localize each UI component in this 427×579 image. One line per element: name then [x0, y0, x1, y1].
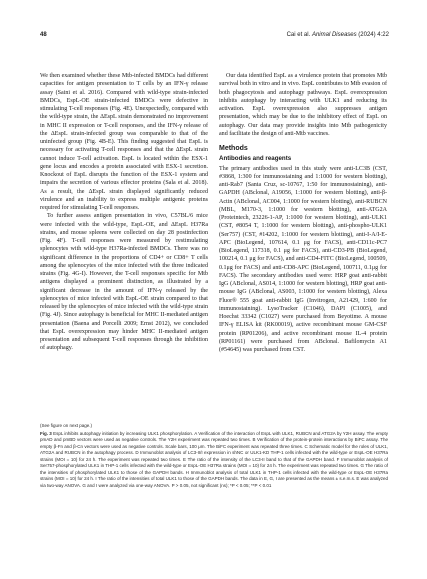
subsection-title: Antibodies and reagents: [219, 155, 292, 163]
journal-name: Animal Diseases: [311, 32, 357, 38]
paragraph: The primary antibodies used in this study were anti-LC3B (CST, #3868, 1:300 for immunostaining and 1:1000 for western blotting), anti-Rab7 (Santa Cruz, sc-10767, 1:50 for immunostaining), anti-GAPDH (ABclonal, A19056, 1:1000 for western blotting), anti-β-Actin (ABclonal, AC004, 1:1000 for western blotting), anti-RUBCN (MBL, M170-3, 1:1000 for western blotting), anti-ATG2A (Proteintech, 23226-1-AP, 1:1000 for western blotting), anti-ULK1 (CST, #8054 T, 1:1000 for western blotting), anti-phospho-ULK1 (Ser757) (CST, #14202, 1:1000 for western blotting), anti-I-A/I-E-APC (BioLegend, 107614, 0.1 μg for FACS), anti-CD11c-PC7 (BioLegend, 117318, 0.1 μg for FACS), anti-CD3-PB (BioLegend, 100214, 0.1 μg for FACS), and anti-CD4-FITC (BioLegend, 100509, 0.1μg for FACS) and anti-CD8-APC (BioLegend, 100711, 0.1μg for FACS). The secondary antibodies used were: HRP goat anti-rabbit IgG (ABclonal, AS014, 1:1000 for western blotting), HRP goat anti-mouse IgG (ABclonal, AS003, 1:1000 for western blotting), Alexa Fluor® 555 goat anti-rabbit IgG (Invitrogen, A21429, 1:600 for immunostaining). LysoTracker (C1046), DAPI (C1005), and Hoechst 33342 (C1027) were purchased from Beyotime. A mouse IFN-γ ELISA kit (RK00019), active recombinant mouse GM-CSF protein (RP01206), and active recombinant mouse IL-4 protein (RP01161) were purchased from ABclonal. Bafilomycin A1 (#54645) was purchased from CST.: [219, 165, 387, 353]
page-header: [40, 32, 389, 42]
figure-caption: [40, 423, 388, 489]
figure-label: Fig. 3: [40, 430, 52, 436]
journal-year-volume: (2024) 4:22: [358, 32, 389, 38]
section-title: Methods: [219, 145, 248, 152]
left-column: [40, 72, 208, 353]
journal-authors: Cai et al.: [286, 32, 311, 38]
caption-text: EspL inhibits autophagy initiation by increasing ULK1 phosphorylation. A Verification of the interaction of EspL with ULK1, RUBCN and ATG2A by Y2H assay. The empty pmAD and pmBD vectors were used as negative controls. The Y2H experiment was repeated two times. B Verification of the protein-protein interactions by BiFC assay. The empty β-Fn and β-Cn vectors were used as negative controls. Scale bars, 100 μm. The BiFC experiment was repeated three times. C Schematic model for the roles of ULK1, ATG2A and RUBCN in the autophagy process. D Immunoblot analysis of LC3-II/I expression in shNC or ULK1-KD THP-1 cells infected with the wild-type or EspL-OE H37Ra strains (MOI = 10) for 24 h. The experiment was repeated two times. E The ratio of the intensity of the LC3-II band to that of the GAPDH band. F Immunoblot analysis of Ser757-phosphorylated ULK1 in THP-1 cells infected with the wild-type or EspL-OE H37Ra strains (MOI = 10) for 24 h. The experiment was repeated two times. G The ratio of the intensities of phosphorylated ULK1 to those of the GAPDH bands. H Immunoblot analysis of total ULK1 in THP-1 cells infected with the wild-type or EspL-OE H37Ra strains (MOI = 10) for 24 h. I The ratio of the intensities of total ULK1 to those of the GAPDH bands. The data in E, G, I are presented as the means ± s.e.m.s. E was analyzed via two-way ANOVA. G and I were analyzed via one-way ANOVA. P > 0.05, not significant (ns); *P < 0.05; **P < 0.01: [40, 430, 388, 488]
paragraph: To further assess antigen presentation in vivo, C57BL/6 mice were infected with the wild-type, EspL-OE, and ΔEspL H37Ra strains, and mouse spleens were collected on day 28 postinfection (Fig. 4F). T-cell responses were measured by restimulating splenocytes with wild-type H37Ra-infected BMDCs. There was no significant difference in the proportions of CD4+ or CD8+ T cells among the splenocytes of the mice infected with the three indicated strains (Fig. 4G-I). However, the T-cell responses specific for Mtb antigens displayed a prominent distinction, as illustrated by a significant decrease in the amount of IFN-γ released by the splenocytes of mice infected with EspL-OE strain compared to that released by the splenocytes of mice infected with the wild-type strain (Fig. 4J). Since autophagy is beneficial for MHC II-mediated antigen presentation (Baena and Porcelli 2009; Ernst 2012), we concluded that EspL overexpression may hinder MHC II-mediated antigen presentation and subsequent T-cell responses through the inhibition of autophagy.: [40, 213, 208, 352]
right-column: [219, 72, 387, 354]
paragraph: We then examined whether these Mtb-infected BMDCs had different capacities for antigen presentation to T cells by an IFN-γ release assay (Saini et al. 2016). Compared with wild-type strain-infected BMDCs, EspL-OE strain-infected BMDCs were defective in stimulating T-cell responses (Fig. 4E). Unexpectedly, compared with the wild-type strain, the ΔEspL strain demonstrated no improvement in MHC II expression or T-cell responses, and the IFN-γ release of the ΔEspL strain-infected group was comparable to that of the uninfected group (Fig. 4B-E). This finding suggested that EspL is necessary for activating T-cell responses and that the ΔEspL strain cannot induce T-cell activation. EspL is located within the ESX-1 gene locus and encodes a protein associated with ESX-1 secretion. Knockout of EspL disrupts the function of the ESX-1 system and impairs the secretion of various effector proteins (Sala et al. 2018). As a result, the ΔEspL strain displayed significantly reduced virulence and an inability to express multiple antigenic proteins required for stimulating T-cell responses.: [40, 73, 208, 211]
page-number: 48: [40, 32, 47, 38]
paragraph: Our data identified EspL as a virulence protein that promotes Mtb survival both in vitro and in vivo. EspL contributes to Mtb evasion of both phagocytosis and autophagy pathways. EspL overexpression inhibits autophagy by interacting with ULK1 and reducing its activation. EspL overexpression also suppresses antigen presentation, which may be due to the inhibitory effect of EspL on autophagy. Our data may provide insights into Mtb pathogenicity and facilitate the design of anti-Mtb vaccines.: [219, 73, 387, 137]
journal-citation: [287, 32, 389, 38]
see-figure-note: (See figure on next page.): [40, 423, 93, 428]
